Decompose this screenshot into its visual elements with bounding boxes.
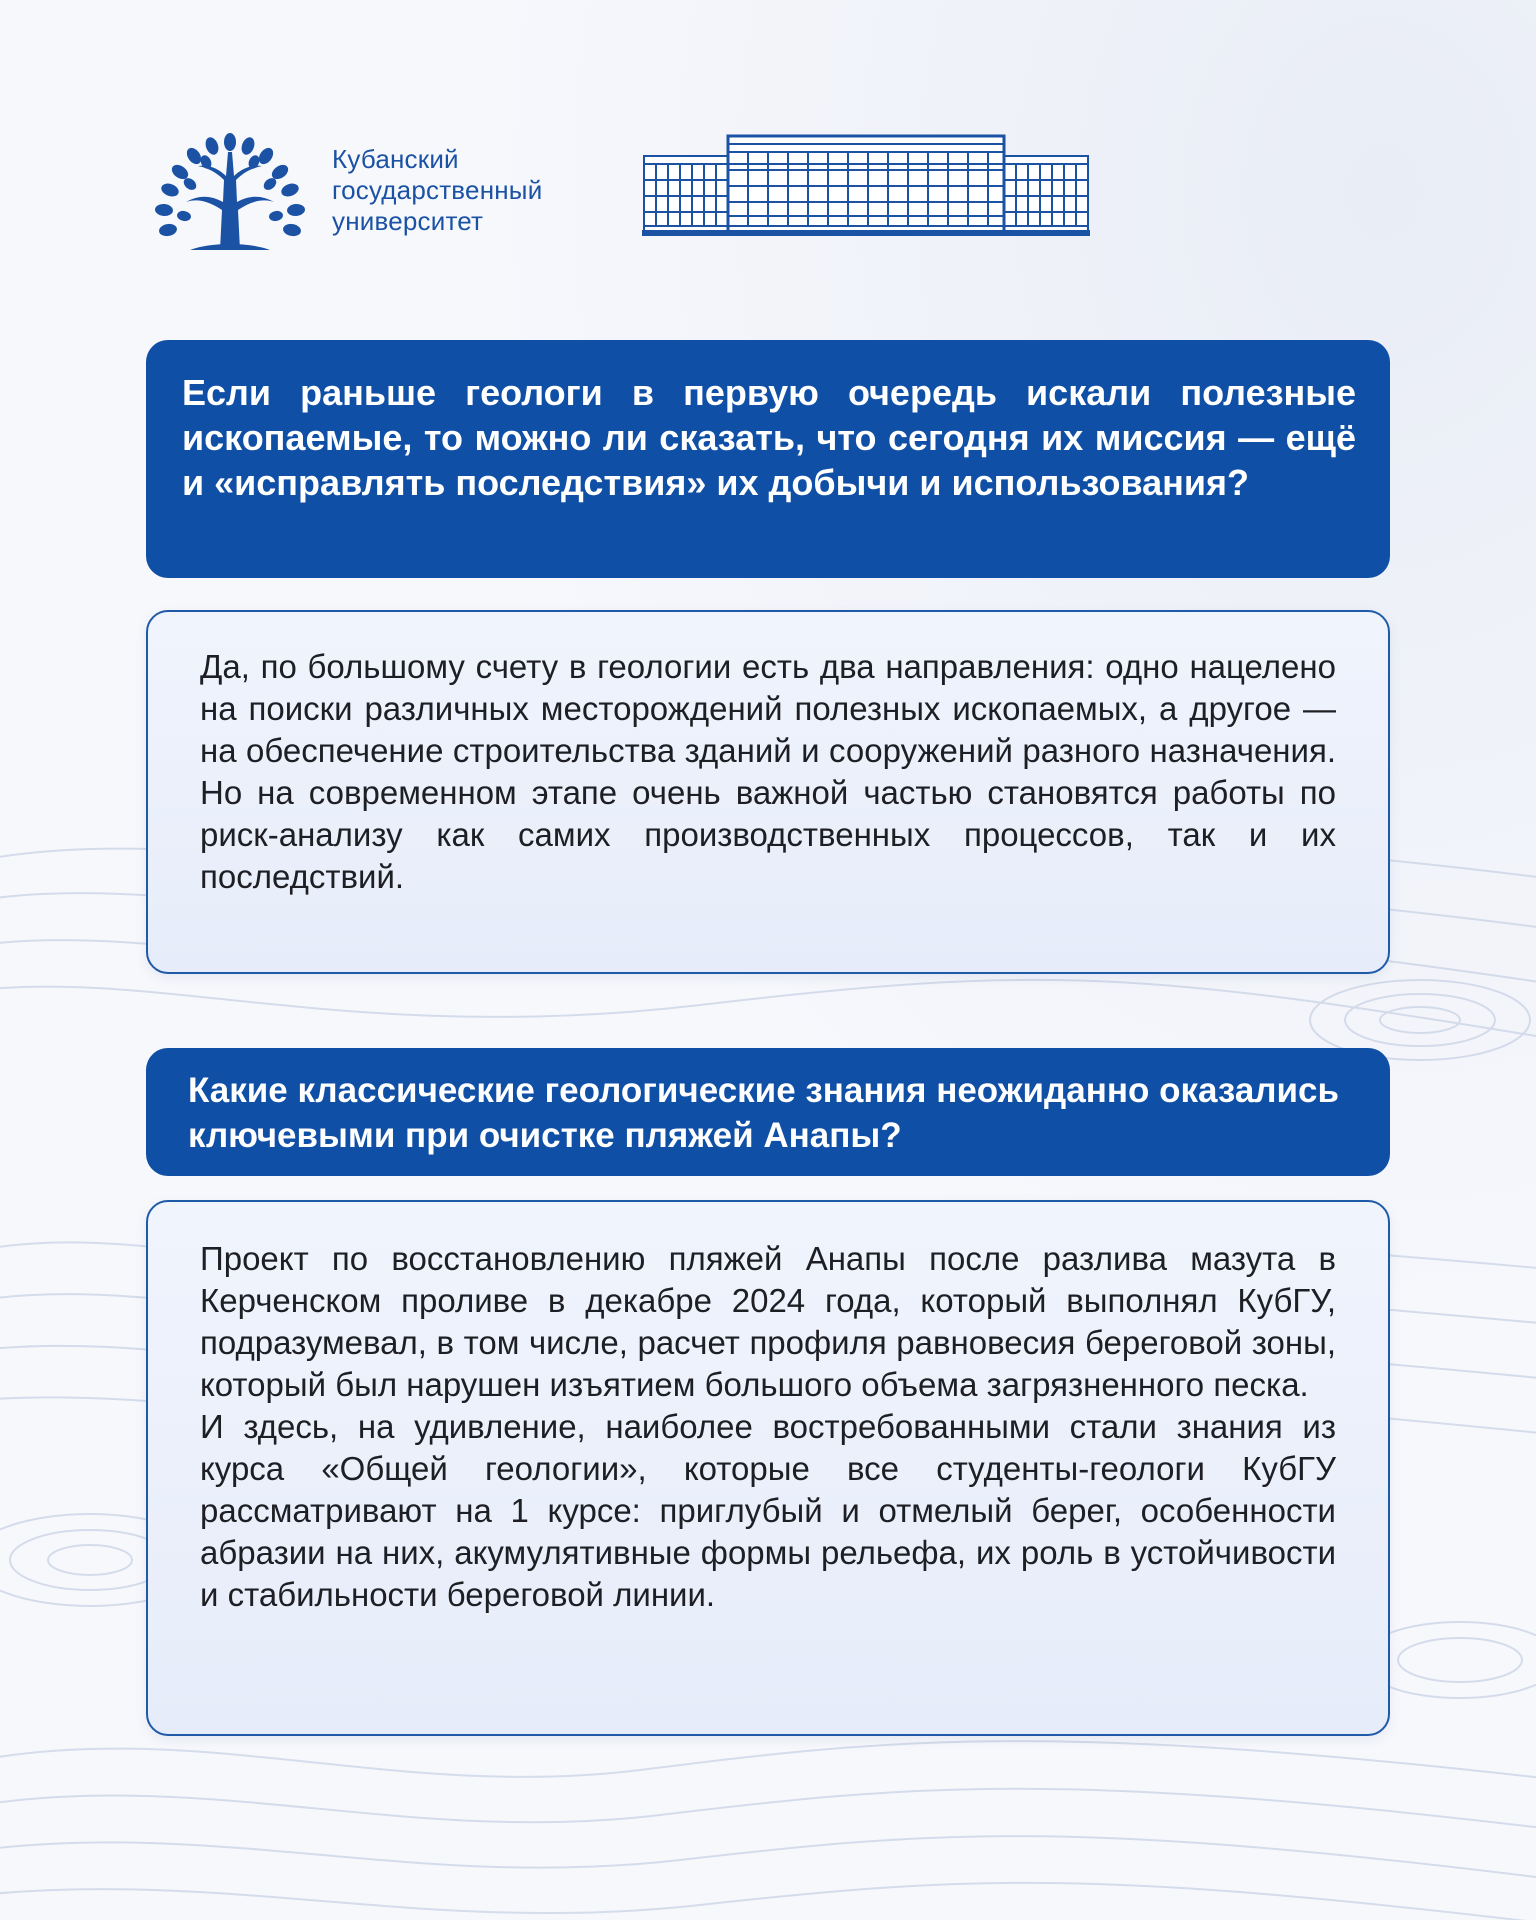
answer-text-2-paragraph-1: Проект по восстановлению пляжей Анапы после разлива мазута в Керченском проливе в декабре 2024 года, который выполнял КубГУ, подразумевал, в том числе, расчет профиля равновесия береговой зоны, который был нарушен изъятием большого объема загрязненного песка. bbox=[200, 1240, 1336, 1403]
university-name-line-1: Кубанский bbox=[332, 144, 459, 174]
tree-logo-icon bbox=[150, 132, 310, 252]
question-text-2: Какие классические геологические знания неожиданно оказались ключевыми при очистке пляжей Анапы? bbox=[188, 1071, 1340, 1155]
question-box-1 bbox=[146, 340, 1390, 578]
question-text-1: Если раньше геологи в первую очередь искали полезные ископаемые, то можно ли сказать, что сегодня их миссия — ещё и «исправлять последствия» их добычи и использования? bbox=[182, 372, 1356, 503]
university-name-line-2: государственный bbox=[332, 175, 543, 205]
university-building-icon bbox=[642, 130, 1090, 238]
answer-text-2-paragraph-2: И здесь, на удивление, наиболее востребованными стали знания из курса «Общей геологии», которые все студенты-геологи КубГУ рассматривают на 1 курсе: приглубый и отмелый берег, особенности абразии на них, акумулятивные формы рельефа, их роль в устойчивости и стабильности береговой линии. bbox=[200, 1408, 1336, 1613]
answer-box-1 bbox=[146, 610, 1390, 974]
question-box-2 bbox=[146, 1048, 1390, 1176]
answer-text-1: Да, по большому счету в геологии есть два направления: одно нацелено на поиски различных месторождений полезных ископаемых, а другое — на обеспечение строительства зданий и сооружений разного назначения. Но на современном этапе очень важной частью становятся работы по риск-анализу как самих производственных процессов, так и их последствий. bbox=[200, 648, 1336, 895]
university-name bbox=[332, 144, 622, 237]
university-name-line-3: университет bbox=[332, 206, 484, 236]
answer-box-2 bbox=[146, 1200, 1390, 1736]
header bbox=[150, 130, 1400, 250]
